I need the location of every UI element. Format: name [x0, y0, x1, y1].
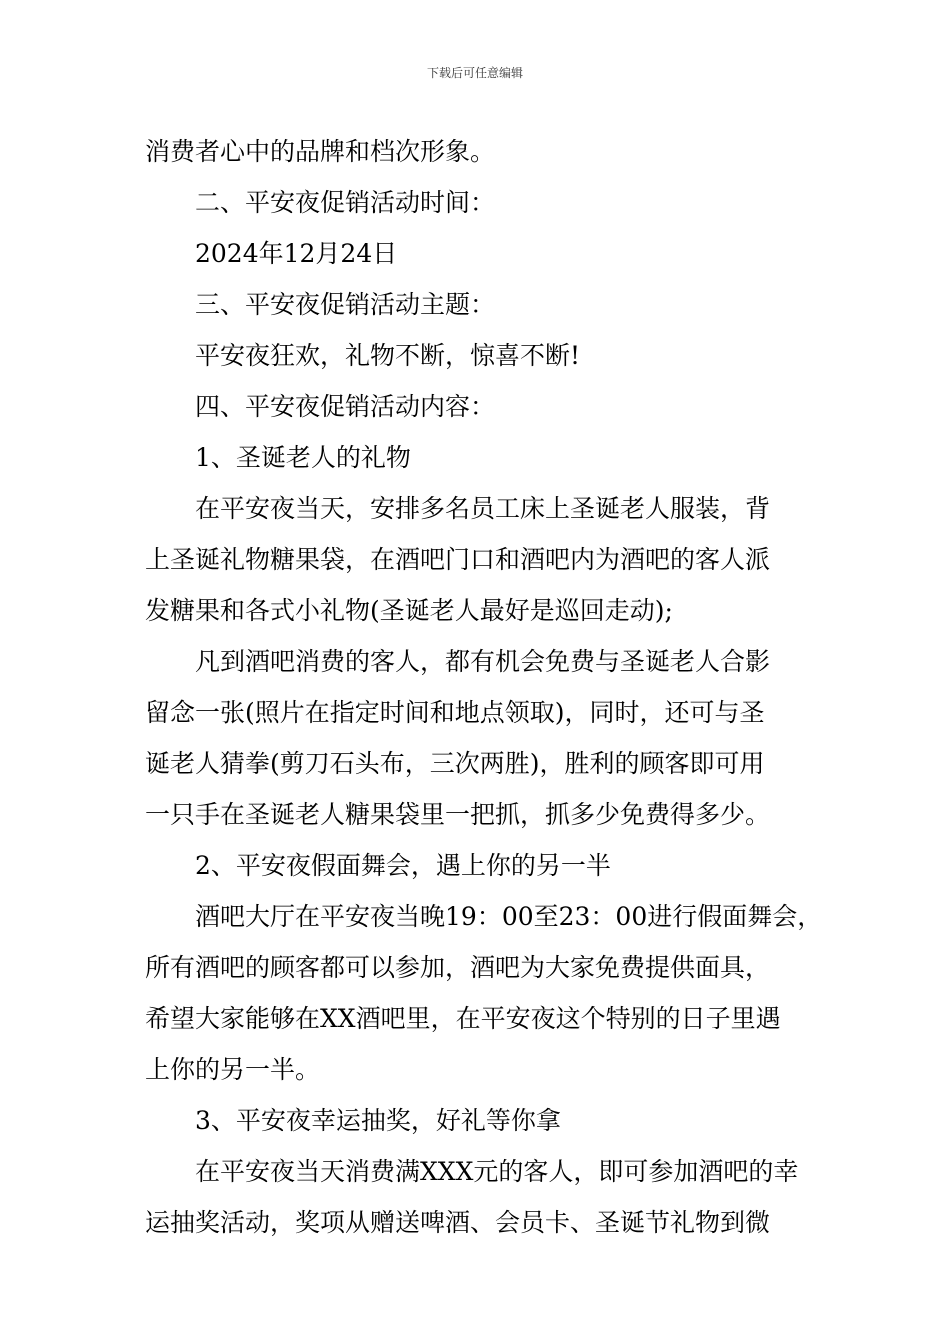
text-line: 留念一张(照片在指定时间和地点领取)，同时，还可与圣 — [145, 698, 765, 727]
text-line: 在平安夜当天，安排多名员工床上圣诞老人服装，背 — [195, 494, 771, 523]
text-line: 凡到酒吧消费的客人，都有机会免费与圣诞老人合影 — [195, 647, 771, 676]
text-line: 一只手在圣诞老人糖果袋里一把抓，抓多少免费得多少。 — [145, 800, 771, 829]
document-body — [145, 126, 825, 1248]
text-line: 运抽奖活动，奖项从赠送啤酒、会员卡、圣诞节礼物到微 — [145, 1208, 771, 1237]
section-heading-theme: 三、平安夜促销活动主题： — [195, 290, 496, 319]
section-heading-time: 二、平安夜促销活动时间： — [195, 188, 496, 217]
text-line: 上圣诞礼物糖果袋，在酒吧门口和酒吧内为酒吧的客人派 — [145, 545, 771, 574]
text-line: 发糖果和各式小礼物(圣诞老人最好是巡回走动); — [145, 596, 673, 625]
item-heading-1: 1、圣诞老人的礼物 — [195, 443, 411, 472]
section-heading-content: 四、平安夜促销活动内容： — [195, 392, 496, 421]
text-line: 所有酒吧的顾客都可以参加，酒吧为大家免费提供面具， — [145, 953, 771, 982]
item-heading-2: 2、平安夜假面舞会，遇上你的另一半 — [195, 851, 611, 880]
item-heading-3: 3、平安夜幸运抽奖，好礼等你拿 — [195, 1106, 561, 1135]
text-line: 酒吧大厅在平安夜当晚19：00至23：00进行假面舞会， — [195, 902, 823, 931]
text-line: 消费者心中的品牌和档次形象。 — [145, 137, 496, 166]
theme-text: 平安夜狂欢，礼物不断，惊喜不断! — [195, 341, 581, 370]
text-line: 上你的另一半。 — [145, 1055, 321, 1084]
text-line: 在平安夜当天消费满XXX元的客人，即可参加酒吧的幸 — [195, 1157, 799, 1186]
text-line: 希望大家能够在XX酒吧里，在平安夜这个特别的日子里遇 — [145, 1004, 781, 1033]
page-header: 下载后可任意编辑 — [426, 66, 523, 80]
text-line: 诞老人猜拳(剪刀石头布，三次两胜)，胜利的顾客即可用 — [145, 749, 765, 778]
event-date: 2024年12月24日 — [195, 239, 398, 268]
